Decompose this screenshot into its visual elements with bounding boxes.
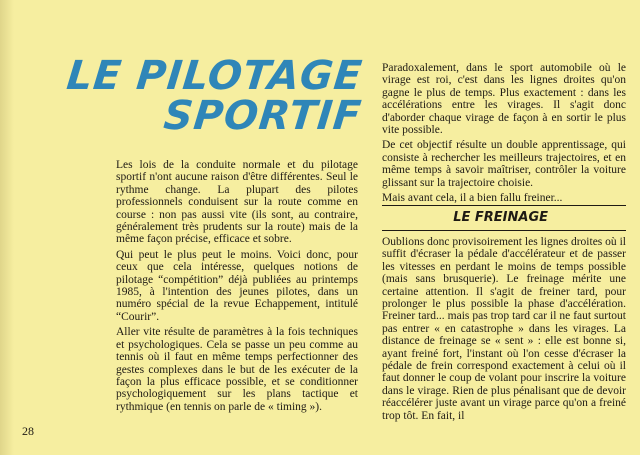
paragraph: Paradoxalement, dans le sport automobile où le virage est roi, c'est dans les lignes droites qu'on gagne le plus de temps. Plus exactement : dans les accélérations entre les virages. Il s'agit donc d'aborder chaque virage de façon à en sortir le plus vite possible. [382,62,626,137]
paragraph: Oublions donc provisoirement les lignes droites où il suffit d'écraser la pédale d'accélérateur et de passer les vitesses en perdant le moins de temps possible (mais sans brusquerie). Le freinage mérite une certaine attention. Il s'agit de freiner tard, pour prolonger le plus possible la phase d'accélération. Freiner tard... mais pas trop tard car il ne faut surtout pas entrer « en catastrophe » dans les virages. La distance de freinage se « sent » : elle est bonne si, ayant freiné fort, l'instant où l'on cesse d'écraser la pédale de frein correspond exactement à celui où il faut donner le coup de volant pour inscrire la voiture dans le virage. Rien de plus pénalisant que de devoir réaccélérer juste avant un virage parce qu'on a freiné trop tôt. En fait, il [382,236,626,422]
section-heading [382,205,626,231]
paragraph: Les lois de la conduite normale et du pilotage sportif n'ont aucune raison d'être différentes. Seul le rythme change. La plupart des pilotes professionnels conduisent sur la route comme en course : non pas aussi vite (ils sont, au contraire, généralement très prudents sur la route) mais de la même façon précise, efficace et sobre. [116,159,358,246]
chapter-title-line-1: LE PILOTAGE [64,53,365,99]
divider [382,205,626,206]
divider [382,230,626,231]
chapter-title-line-2: SPORTIF [161,93,365,139]
paragraph: Mais avant cela, il a bien fallu freiner... [382,192,563,205]
left-text-column [116,159,358,416]
paragraph: Qui peut le plus peut le moins. Voici donc, pour ceux que cela intéresse, quelques notions de pilotage “compétition” déjà publiées au printemps 1985, à l'intention des jeunes pilotes, dans un numéro spécial de la revue Echappement, intitulé “Courir”. [116,248,358,323]
section-heading-label: LE FREINAGE [453,210,548,225]
page-gutter-shadow [0,0,14,455]
right-text-column-top [382,62,626,207]
paragraph: Aller vite résulte de paramètres à la fois techniques et psychologiques. Cela se passe un peu comme au tennis où il faut en même temps perfectionner des gestes complexes dans le but de les exécuter de la façon la plus efficace possible, et se conditionner psychologiquement sur les plans tactique et rythmique (en tennis on parle de « timing »). [116,326,358,413]
page-number: 28 [22,424,34,438]
right-text-column-bottom [382,236,626,425]
paragraph: De cet objectif résulte un double apprentissage, qui consiste à rechercher les meilleurs trajectoires, et en même temps à savoir maîtriser, contrôler la voiture glissant sur la trajectoire choisie. [382,139,626,189]
